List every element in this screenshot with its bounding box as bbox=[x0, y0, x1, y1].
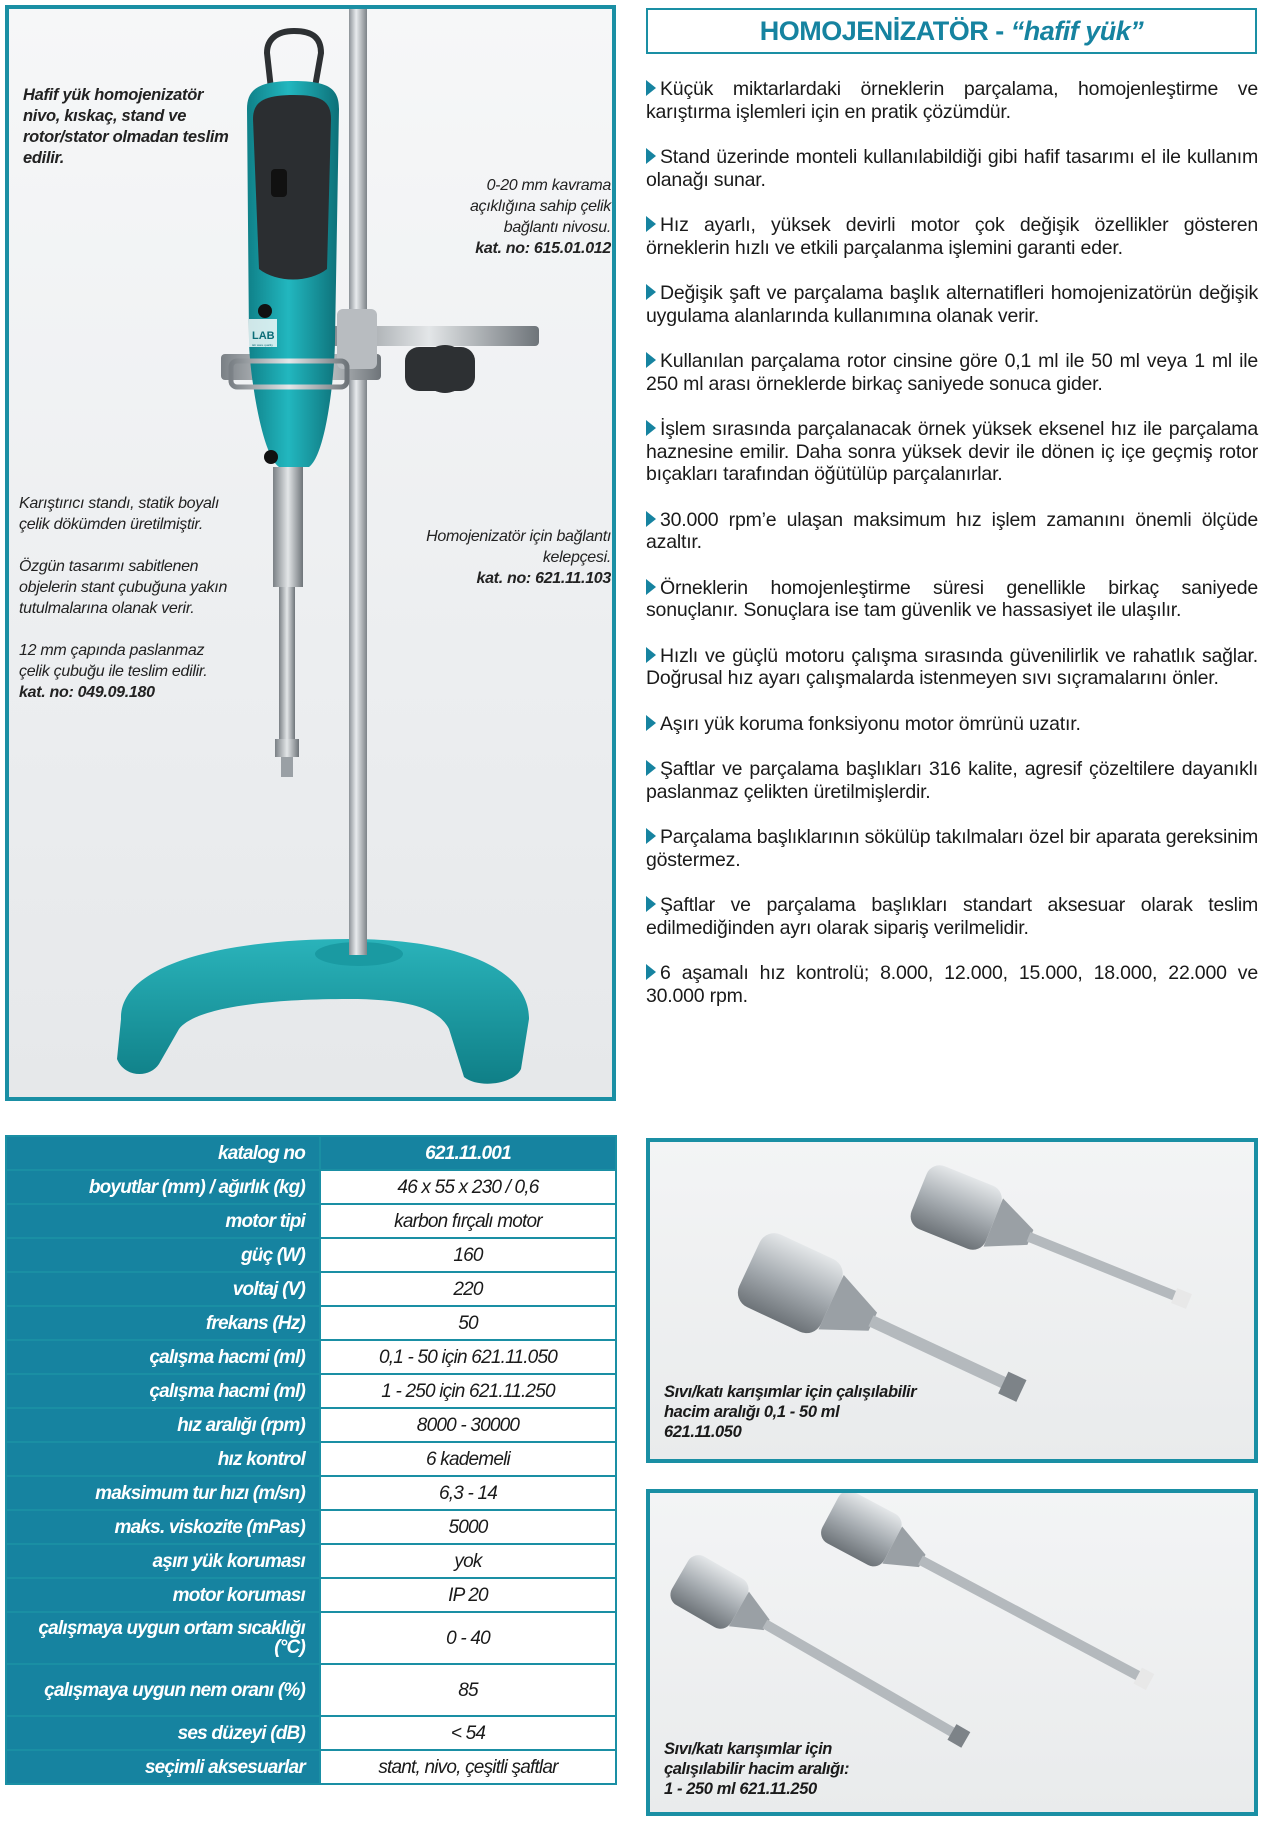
spec-value: 1 - 250 için 621.11.250 bbox=[320, 1374, 616, 1408]
stand-line-7: çelik çubuğu ile teslim edilir. bbox=[19, 663, 208, 680]
accessory-050-line-3: 621.11.050 bbox=[664, 1423, 742, 1441]
spec-label: maks. viskozite (mPas) bbox=[6, 1510, 320, 1544]
stand-line-1: Karıştırıcı standı, statik boyalı bbox=[19, 495, 219, 512]
table-row bbox=[6, 1204, 616, 1238]
table-row bbox=[6, 1272, 616, 1306]
spec-label: çalışmaya uygun nem oranı (%) bbox=[6, 1664, 320, 1716]
spec-value: < 54 bbox=[320, 1716, 616, 1750]
spec-value: karbon fırçalı motor bbox=[320, 1204, 616, 1238]
table-row bbox=[6, 1716, 616, 1750]
spec-value: yok bbox=[320, 1544, 616, 1578]
accessory-250-line-3: 1 - 250 ml 621.11.250 bbox=[664, 1780, 817, 1798]
spec-table bbox=[5, 1135, 617, 1785]
feature-item: İşlem sırasında parçalanacak örnek yüksek eksenel hız ile parçalama haznesine emilir. Daha sonra yüksek devir ile dönen iç içe geçmiş rotor bıçakları tarafından öğütülüp parçalanırlar. bbox=[646, 418, 1258, 485]
spec-label: ses düzeyi (dB) bbox=[6, 1716, 320, 1750]
page-title bbox=[646, 8, 1257, 54]
accessory-050-caption bbox=[664, 1382, 916, 1442]
spec-value: 5000 bbox=[320, 1510, 616, 1544]
stand-line-4: objelerin stant çubuğuna yakın bbox=[19, 579, 228, 596]
product-photo-panel bbox=[5, 5, 616, 1101]
boss-head-line-1: 0-20 mm kavrama bbox=[486, 177, 611, 194]
table-row bbox=[6, 1544, 616, 1578]
stand-line-6: 12 mm çapında paslanmaz bbox=[19, 642, 205, 659]
feature-item: Örneklerin homojenleştirme süresi genellikle birkaç saniyede sonuçlanır. Sonuçlara ise tam güvenlik ve hassasiyet ile ulaşılır. bbox=[646, 576, 1258, 621]
spec-label: motor koruması bbox=[6, 1578, 320, 1612]
boss-head-catalog-no: kat. no: 615.01.012 bbox=[475, 240, 611, 257]
spec-value: 160 bbox=[320, 1238, 616, 1272]
accessory-panel-050 bbox=[646, 1138, 1258, 1463]
spec-label: maksimum tur hızı (m/sn) bbox=[6, 1476, 320, 1510]
accessory-050-line-2: hacim aralığı 0,1 - 50 ml bbox=[664, 1403, 840, 1421]
feature-item: 30.000 rpm’e ulaşan maksimum hız işlem zamanını önemli ölçüde azaltır. bbox=[646, 508, 1258, 553]
stand-line-3: Özgün tasarımı sabitlenen bbox=[19, 558, 199, 575]
spec-value: 621.11.001 bbox=[320, 1136, 616, 1170]
boss-head-line-2: açıklığına sahip çelik bbox=[469, 198, 611, 215]
boss-head-caption bbox=[411, 175, 611, 259]
table-row bbox=[6, 1340, 616, 1374]
table-row bbox=[6, 1510, 616, 1544]
feature-item: Küçük miktarlardaki örneklerin parçalama, homojenleştirme ve karıştırma işlemleri için en pratik çözümdür. bbox=[646, 78, 1258, 123]
feature-item: Şaftlar ve parçalama başlıkları 316 kalite, agresif çözeltilere dayanıklı paslanmaz çelikten üretilmişlerdir. bbox=[646, 758, 1258, 803]
feature-item: Parçalama başlıklarının sökülüp takılmaları özel bir aparata gereksinim göstermez. bbox=[646, 826, 1258, 871]
table-row bbox=[6, 1170, 616, 1204]
spec-value: 6 kademeli bbox=[320, 1442, 616, 1476]
accessory-250-line-1: Sıvı/katı karışımlar için bbox=[664, 1740, 832, 1758]
spec-label: seçimli aksesuarlar bbox=[6, 1750, 320, 1784]
feature-item: Stand üzerinde monteli kullanılabildiği gibi hafif tasarımı el ile kullanım olanağı sunar. bbox=[646, 146, 1258, 191]
device-logo: LAB bbox=[252, 330, 275, 342]
clamp-line-1: Homojenizatör için bağlantı bbox=[426, 528, 611, 545]
feature-item: Aşırı yük koruma fonksiyonu motor ömrünü uzatır. bbox=[646, 713, 1258, 736]
accessory-250-line-2: çalışılabilir hacim aralığı: bbox=[664, 1760, 850, 1778]
table-row bbox=[6, 1578, 616, 1612]
accessory-050-line-1: Sıvı/katı karışımlar için çalışılabilir bbox=[664, 1383, 917, 1401]
spec-value: 0,1 - 50 için 621.11.050 bbox=[320, 1340, 616, 1374]
stand-catalog-no: kat. no: 049.09.180 bbox=[19, 684, 155, 701]
clamp-caption bbox=[381, 526, 611, 589]
accessory-panel-250 bbox=[646, 1489, 1258, 1816]
feature-item: Hız ayarlı, yüksek devirli motor çok değişik özellikler gösteren örneklerin hızlı ve etkili parçalanma işlemini garanti eder. bbox=[646, 214, 1258, 259]
table-row bbox=[6, 1136, 616, 1170]
stand-caption bbox=[19, 493, 259, 703]
spec-label: çalışma hacmi (ml) bbox=[6, 1340, 320, 1374]
spec-value: IP 20 bbox=[320, 1578, 616, 1612]
spec-value: 8000 - 30000 bbox=[320, 1408, 616, 1442]
table-row bbox=[6, 1612, 616, 1664]
spec-value: 220 bbox=[320, 1272, 616, 1306]
spec-label: voltaj (V) bbox=[6, 1272, 320, 1306]
spec-label: aşırı yük koruması bbox=[6, 1544, 320, 1578]
table-row bbox=[6, 1374, 616, 1408]
feature-item: Hızlı ve güçlü motoru çalışma sırasında güvenilirlik ve rahatlık sağlar. Doğrusal hız ayarı çalışmalarda istenmeyen sıvı sıçramalarını önler. bbox=[646, 644, 1258, 689]
device-logo-sub: lab ware quality bbox=[252, 343, 273, 347]
table-row bbox=[6, 1442, 616, 1476]
spec-label: hız aralığı (rpm) bbox=[6, 1408, 320, 1442]
stand-line-2: çelik dökümden üretilmiştir. bbox=[19, 516, 203, 533]
spec-label: çalışma hacmi (ml) bbox=[6, 1374, 320, 1408]
feature-item: Kullanılan parçalama rotor cinsine göre 0,1 ml ile 50 ml veya 1 ml ile 250 ml arası örneklerde birkaç saniyede sonuca gider. bbox=[646, 350, 1258, 395]
delivery-note-caption: Hafif yük homojenizatör nivo, kıskaç, stand ve rotor/stator olmadan teslim edilir. bbox=[23, 86, 229, 167]
spec-value: 0 - 40 bbox=[320, 1612, 616, 1664]
spec-label: boyutlar (mm) / ağırlık (kg) bbox=[6, 1170, 320, 1204]
spec-label: hız kontrol bbox=[6, 1442, 320, 1476]
feature-list bbox=[646, 78, 1258, 1030]
spec-value: 85 bbox=[320, 1664, 616, 1716]
table-row bbox=[6, 1476, 616, 1510]
clamp-line-2: kelepçesi. bbox=[542, 549, 611, 566]
table-row bbox=[6, 1750, 616, 1784]
spec-label: motor tipi bbox=[6, 1204, 320, 1238]
table-row bbox=[6, 1238, 616, 1272]
feature-item: 6 aşamalı hız kontrolü; 8.000, 12.000, 15.000, 18.000, 22.000 ve 30.000 rpm. bbox=[646, 962, 1258, 1007]
feature-item: Şaftlar ve parçalama başlıkları standart aksesuar olarak teslim edilmediğinden ayrı olarak sipariş verilmelidir. bbox=[646, 894, 1258, 939]
title-main: HOMOJENİZATÖR - bbox=[759, 16, 1011, 46]
stand-line-5: tutulmalarına olanak verir. bbox=[19, 600, 195, 617]
spec-value: 50 bbox=[320, 1306, 616, 1340]
clamp-catalog-no: kat. no: 621.11.103 bbox=[476, 570, 611, 587]
title-sub: “hafif yük” bbox=[1010, 16, 1144, 46]
boss-head-line-3: bağlantı nivosu. bbox=[503, 219, 611, 236]
spec-value: stant, nivo, çeşitli şaftlar bbox=[320, 1750, 616, 1784]
table-row bbox=[6, 1306, 616, 1340]
spec-value: 46 x 55 x 230 / 0,6 bbox=[320, 1170, 616, 1204]
table-row bbox=[6, 1408, 616, 1442]
spec-label: frekans (Hz) bbox=[6, 1306, 320, 1340]
spec-label: çalışmaya uygun ortam sıcaklığı (°C) bbox=[6, 1612, 320, 1664]
spec-label: güç (W) bbox=[6, 1238, 320, 1272]
table-row bbox=[6, 1664, 616, 1716]
accessory-250-caption bbox=[664, 1739, 849, 1799]
spec-value: 6,3 - 14 bbox=[320, 1476, 616, 1510]
feature-item: Değişik şaft ve parçalama başlık alternatifleri homojenizatörün değişik uygulama alanlarında kullanımına olanak verir. bbox=[646, 282, 1258, 327]
spec-label: katalog no bbox=[6, 1136, 320, 1170]
